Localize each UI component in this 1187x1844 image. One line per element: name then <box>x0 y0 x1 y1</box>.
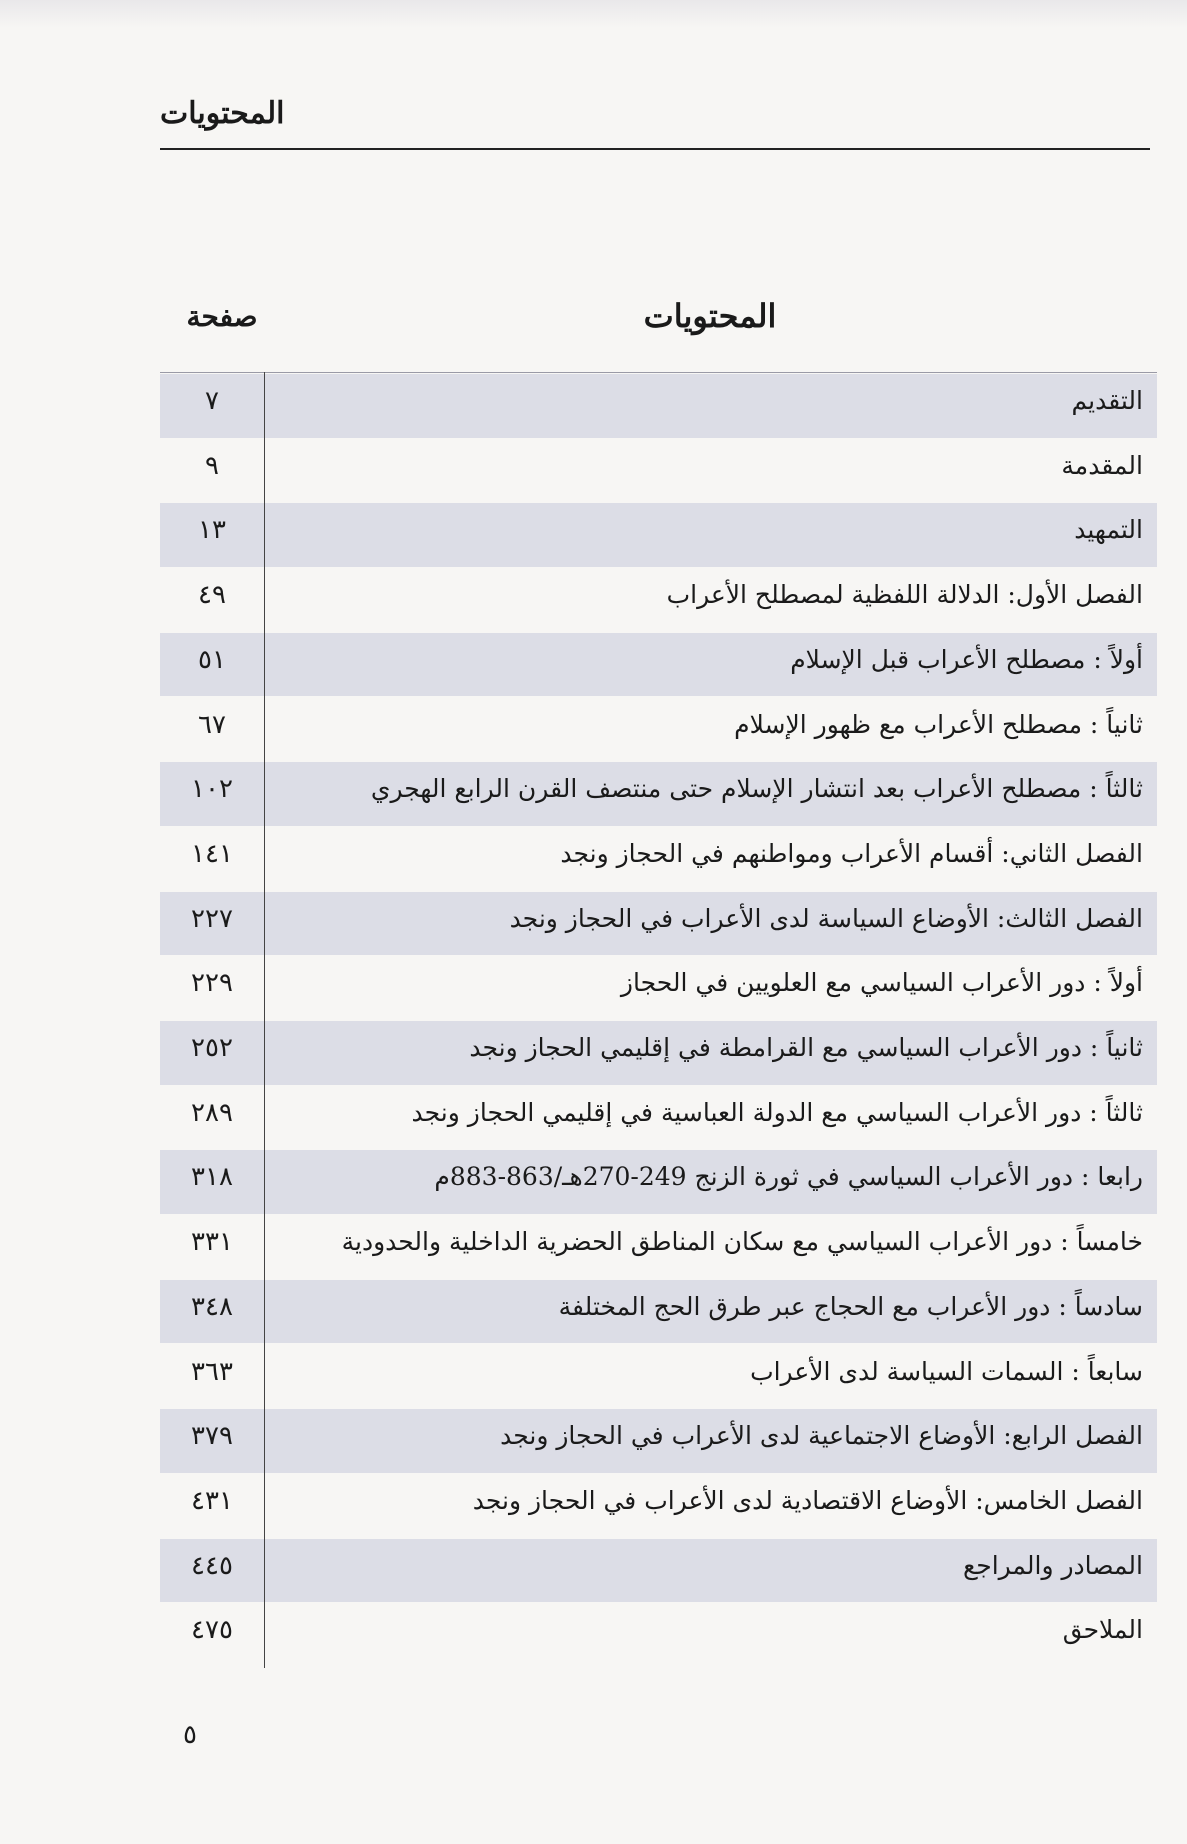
toc-entry-page: ٤٧٥ <box>191 1615 233 1646</box>
toc-row <box>160 1280 1157 1344</box>
toc-entry-title: أولاً : مصطلح الأعراب قبل الإسلام <box>790 644 1143 674</box>
toc-row <box>160 1409 1157 1473</box>
toc-entry-page: ٤٣١ <box>191 1485 233 1516</box>
toc-entry-title: الفصل الثالث: الأوضاع السياسة لدى الأعراب في الحجاز ونجد <box>509 903 1143 933</box>
toc-row <box>160 633 1157 697</box>
toc-row <box>160 374 1157 438</box>
toc-row <box>160 439 1157 503</box>
toc-row <box>160 1474 1157 1538</box>
toc-row <box>160 503 1157 567</box>
running-header-title: المحتويات <box>160 96 285 131</box>
toc-row <box>160 1539 1157 1603</box>
toc-row <box>160 827 1157 891</box>
toc-entry-page: ٢٥٢ <box>191 1033 233 1063</box>
toc-entry-page: ٧ <box>205 386 219 416</box>
toc-entry-title: الفصل الخامس: الأوضاع الاقتصادية لدى الأعراب في الحجاز ونجد <box>472 1485 1143 1515</box>
toc-row <box>160 698 1157 762</box>
toc-row <box>160 956 1157 1020</box>
page-number: ٥ <box>183 1720 197 1750</box>
toc-entry-page: ٢٨٩ <box>191 1097 233 1128</box>
toc-entry-title: الملاحق <box>1062 1615 1143 1645</box>
toc-entry-page: ٩ <box>205 450 219 481</box>
toc-entry-page: ١٣ <box>198 515 226 546</box>
toc-row <box>160 1150 1157 1214</box>
toc-entry-page: ٤٩ <box>198 580 226 611</box>
toc-entry-title: ثالثاً : دور الأعراب السياسي مع الدولة العباسية في إقليمي الحجاز ونجد <box>411 1097 1143 1127</box>
toc-entry-title: المقدمة <box>1061 450 1143 480</box>
toc-entry-page: ٤٤٥ <box>191 1550 233 1581</box>
toc-entry-page: ٣٧٩ <box>191 1421 233 1452</box>
toc-entry-page: ٦٧ <box>198 709 226 740</box>
toc-row <box>160 1215 1157 1279</box>
toc-entry-title: الفصل الثاني: أقسام الأعراب ومواطنهم في الحجاز ونجد <box>560 838 1143 868</box>
toc-row <box>160 1021 1157 1085</box>
toc-entry-page: ٣٣١ <box>191 1227 233 1258</box>
toc-entry-page: ٢٢٩ <box>191 968 233 999</box>
toc-entry-page: ٣١٨ <box>191 1162 233 1193</box>
toc-entry-title: ثالثاً : مصطلح الأعراب بعد انتشار الإسلام حتى منتصف القرن الرابع الهجري <box>370 774 1143 804</box>
toc-entry-title: رابعا : دور الأعراب السياسي في ثورة الزنج 249-270هـ/863-883م <box>434 1162 1143 1192</box>
toc-entry-title: ثانياً : مصطلح الأعراب مع ظهور الإسلام <box>734 709 1143 739</box>
toc-row <box>160 1603 1157 1667</box>
toc-top-rule <box>160 372 1157 373</box>
toc-entry-page: ٥١ <box>198 644 226 675</box>
toc-entry-page: ٢٢٧ <box>191 903 233 934</box>
toc-column-divider <box>264 372 265 1668</box>
toc-entry-title: التمهيد <box>1074 515 1143 545</box>
toc-entry-page: ٣٤٨ <box>191 1291 233 1322</box>
page-column-label: صفحة <box>186 300 258 333</box>
toc-row <box>160 1345 1157 1409</box>
toc-row <box>160 568 1157 632</box>
toc-entry-page: ١٤١ <box>191 838 233 869</box>
toc-entry-page: ١٠٢ <box>191 774 233 805</box>
toc-entry-title: التقديم <box>1071 386 1143 415</box>
toc-entry-title: سادساً : دور الأعراب مع الحجاج عبر طرق الحج المختلفة <box>558 1291 1143 1321</box>
toc-title: المحتويات <box>643 297 777 335</box>
toc-entry-title: الفصل الرابع: الأوضاع الاجتماعية لدى الأعراب في الحجاز ونجد <box>500 1421 1143 1451</box>
toc-row <box>160 1086 1157 1150</box>
toc-row <box>160 762 1157 826</box>
toc-entry-page: ٣٦٣ <box>191 1356 233 1387</box>
header-rule <box>160 148 1150 150</box>
toc-entry-title: ثانياً : دور الأعراب السياسي مع القرامطة في إقليمي الحجاز ونجد <box>469 1033 1143 1062</box>
toc-row <box>160 892 1157 956</box>
toc-entry-title: الفصل الأول: الدلالة اللفظية لمصطلح الأعراب <box>666 580 1143 610</box>
toc-entry-title: أولاً : دور الأعراب السياسي مع العلويين في الحجاز <box>620 968 1143 998</box>
toc-entry-title: المصادر والمراجع <box>962 1550 1143 1580</box>
toc-entry-title: سابعاً : السمات السياسة لدى الأعراب <box>750 1356 1143 1386</box>
toc-entry-title: خامساً : دور الأعراب السياسي مع سكان المناطق الحضرية الداخلية والحدودية <box>341 1227 1143 1257</box>
scan-shadow <box>0 0 1187 28</box>
